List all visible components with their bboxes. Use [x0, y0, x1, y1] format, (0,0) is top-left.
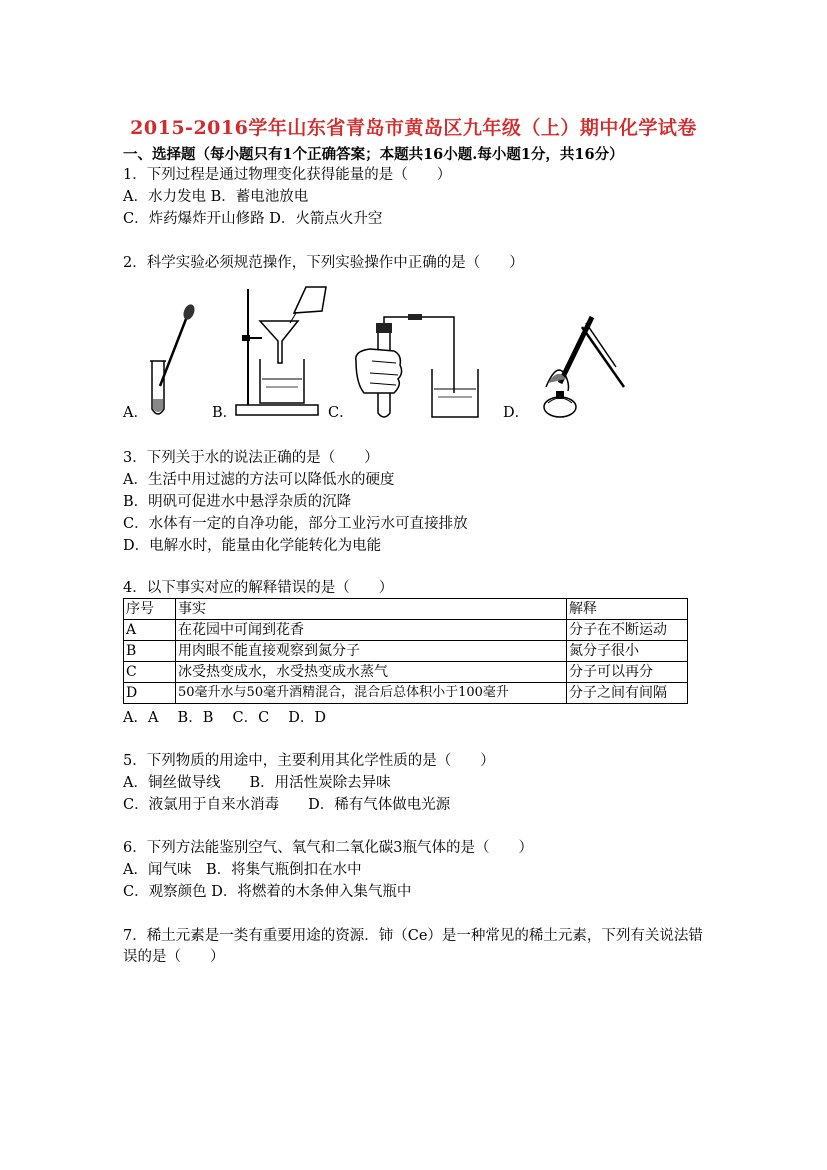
question-3-option-d: D．电解水时，能量由化学能转化为电能	[123, 538, 382, 554]
table-cell: 用肉眼不能直接观察到氮分子	[176, 641, 567, 662]
figure-b-label: B．	[212, 405, 238, 421]
question-6-stem: 6．下列方法能鉴别空气、氧气和二氧化碳3瓶气体的是（ ）	[123, 840, 533, 856]
table-header: 序号	[124, 599, 176, 620]
table-cell: 分子之间有间隔	[567, 683, 688, 704]
question-1-options-ab: A．水力发电 B．蓄电池放电	[123, 189, 309, 205]
table-cell: A	[124, 620, 176, 641]
table-cell: D	[124, 683, 176, 704]
question-2-stem: 2．科学实验必须规范操作，下列实验操作中正确的是（ ）	[123, 255, 524, 271]
table-header: 事实	[176, 599, 567, 620]
question-5-options-ab: A．铜丝做导线 B．用活性炭除去异味	[123, 775, 391, 791]
table-cell: 50毫升水与50毫升酒精混合，混合后总体积小于100毫升	[176, 683, 567, 704]
question-1-stem: 1．下列过程是通过物理变化获得能量的是（ ）	[123, 167, 452, 183]
table-cell: 分子在不断运动	[567, 620, 688, 641]
question-3-option-a: A．生活中用过滤的方法可以降低水的硬度	[123, 472, 395, 488]
table-cell: B	[124, 641, 176, 662]
question-1-options-cd: C．炸药爆炸开山修路 D．火箭点火升空	[123, 211, 383, 227]
question-6-options-cd: C．观察颜色 D．将燃着的木条伸入集气瓶中	[123, 884, 412, 900]
page-title: 2015-2016学年山东省青岛市黄岛区九年级（上）期中化学试卷	[130, 117, 697, 139]
table-row	[124, 683, 688, 704]
dropper-in-test-tube-figure	[140, 301, 200, 419]
figure-d-label: D．	[503, 405, 530, 421]
table-cell: 冰受热变成水，水受热变成水蒸气	[176, 662, 567, 683]
table-header: 解释	[567, 599, 688, 620]
question-4-table	[123, 598, 688, 704]
airtightness-check-figure	[350, 313, 490, 421]
table-row	[124, 620, 688, 641]
table-cell: 分子可以再分	[567, 662, 688, 683]
question-4-options: A．A B．B C．C D．D	[123, 710, 327, 726]
question-3-stem: 3．下列关于水的说法正确的是（ ）	[123, 450, 379, 466]
table-row	[124, 641, 688, 662]
figure-c-label: C．	[328, 405, 354, 421]
table-row	[124, 662, 688, 683]
table-cell: C	[124, 662, 176, 683]
question-3-option-b: B．明矾可促进水中悬浮杂质的沉降	[123, 494, 352, 510]
question-5-options-cd: C．液氯用于自来水消毒 D．稀有气体做电光源	[123, 797, 451, 813]
figure-a-label: A．	[123, 405, 148, 421]
heating-test-tube-figure	[520, 313, 630, 421]
table-header-row	[124, 599, 688, 620]
question-5-stem: 5．下列物质的用途中，主要利用其化学性质的是（ ）	[123, 753, 495, 769]
section-heading: 一、选择题（每小题只有1个正确答案；本题共16小题.每小题1分，共16分）	[123, 146, 624, 163]
filtration-apparatus-figure	[232, 283, 328, 419]
question-7-stem-line1: 7．稀土元素是一类有重要用途的资源．铈（Ce）是一种常见的稀土元素，下列有关说法错	[123, 928, 703, 944]
question-3-option-c: C．水体有一定的自净功能，部分工业污水可直接排放	[123, 516, 468, 532]
question-7-stem-line2: 误的是（ ）	[123, 949, 225, 965]
question-2-figures	[120, 283, 640, 423]
table-cell: 在花园中可闻到花香	[176, 620, 567, 641]
question-4-stem: 4．以下事实对应的解释错误的是（ ）	[123, 580, 394, 596]
table-cell: 氮分子很小	[567, 641, 688, 662]
question-6-options-ab: A．闻气味 B．将集气瓶倒扣在水中	[123, 862, 362, 878]
